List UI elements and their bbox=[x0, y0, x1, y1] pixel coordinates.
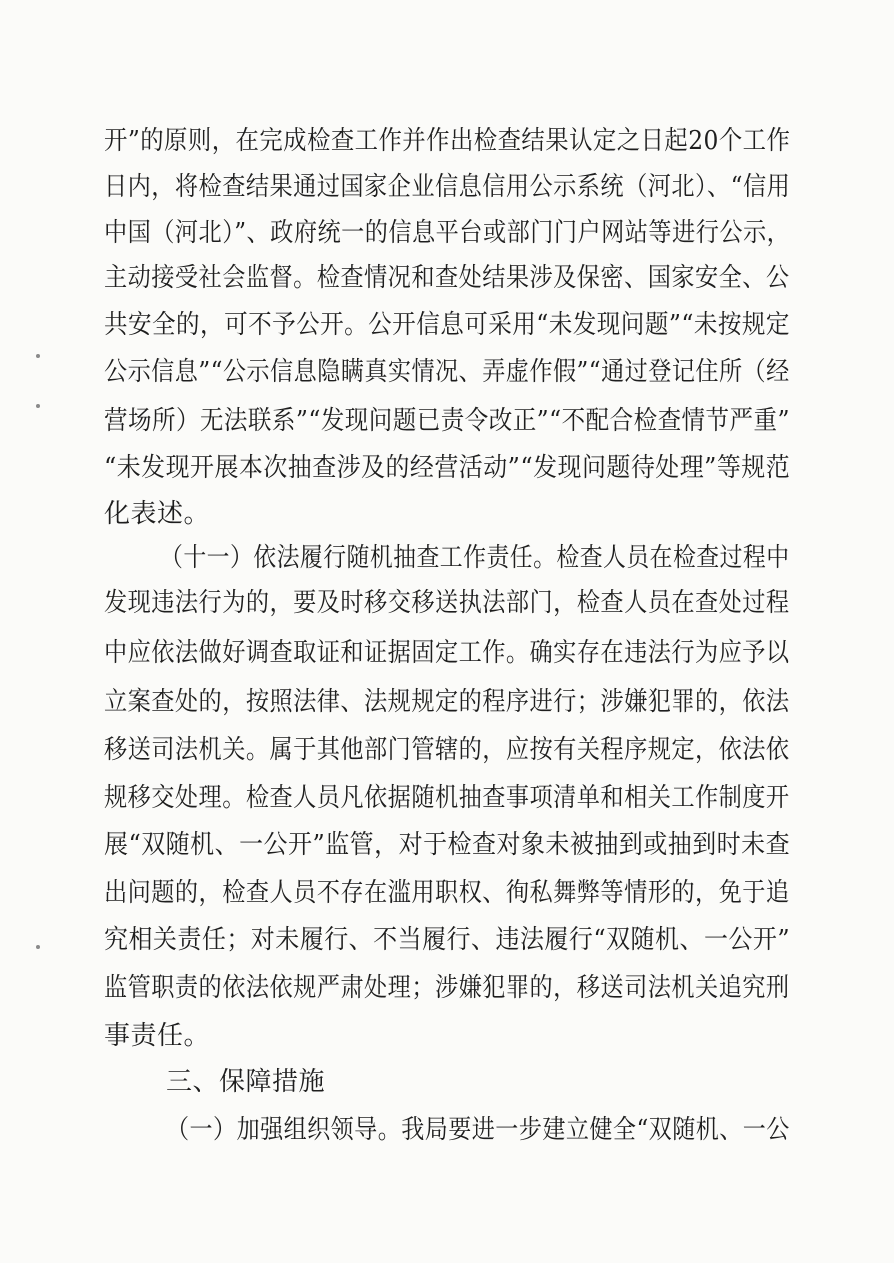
text-line-20: 事责任。 bbox=[104, 1021, 211, 1051]
text-line-14: 移送司法机关。属于其他部门管辖的，应按有关程序规定，依法依 bbox=[104, 735, 790, 765]
text-line-16: 展“双随机、一公开”监管，对于检查对象未被抽到或抽到时未查 bbox=[104, 830, 791, 860]
text-line-4: 主动接受社会监督。检查情况和查处结果涉及保密、国家安全、公 bbox=[104, 263, 790, 293]
text-line-11: 发现违法行为的，要及时移交移送执法部门，检查人员在查处过程 bbox=[104, 588, 790, 618]
text-line-18: 究相关责任；对未履行、不当履行、违法履行“双随机、一公开” bbox=[104, 925, 791, 955]
text-line-9: 化表述。 bbox=[104, 499, 211, 529]
text-line-7: 营场所）无法联系”“发现问题已责令改正”“不配合检查情节严重” bbox=[104, 406, 790, 436]
scan-speck bbox=[36, 354, 40, 358]
text-line-17: 出问题的，检查人员不存在滥用职权、徇私舞弊等情形的，免于追 bbox=[104, 878, 790, 908]
text-line-19: 监管职责的依法依规严肃处理；涉嫌犯罪的，移送司法机关追究刑 bbox=[104, 973, 790, 1003]
text-line-1: 开”的原则，在完成检查工作并作出检查结果认定之日起20个工作 bbox=[104, 126, 791, 156]
text-line-22: （一）加强组织领导。我局要进一步建立健全“双随机、一公 bbox=[166, 1115, 790, 1145]
text-line-6: 公示信息”“公示信息隐瞒真实情况、弄虚作假”“通过登记住所（经 bbox=[104, 357, 790, 387]
text-line-13: 立案查处的，按照法律、法规规定的程序进行；涉嫌犯罪的，依法 bbox=[104, 687, 790, 717]
text-line-2: 日内，将检查结果通过国家企业信息信用公示系统（河北）、“信用 bbox=[104, 172, 791, 202]
text-line-12: 中应依法做好调查取证和证据固定工作。确实存在违法行为应予以 bbox=[104, 638, 790, 668]
text-line-8: “未发现开展本次抽查涉及的经营活动”“发现问题待处理”等规范 bbox=[104, 453, 791, 483]
section-heading: 三、保障措施 bbox=[166, 1067, 326, 1097]
scan-speck bbox=[36, 945, 40, 949]
text-line-10: （十一）依法履行随机抽查工作责任。检查人员在检查过程中 bbox=[160, 543, 790, 573]
scan-speck bbox=[36, 404, 40, 408]
text-line-15: 规移交处理。检查人员凡依据随机抽查事项清单和相关工作制度开 bbox=[104, 783, 790, 813]
text-line-3: 中国（河北）”、政府统一的信息平台或部门门户网站等进行公示， bbox=[104, 218, 791, 248]
text-line-5: 共安全的，可不予公开。公开信息可采用“未发现问题”“未按规定 bbox=[104, 310, 790, 340]
